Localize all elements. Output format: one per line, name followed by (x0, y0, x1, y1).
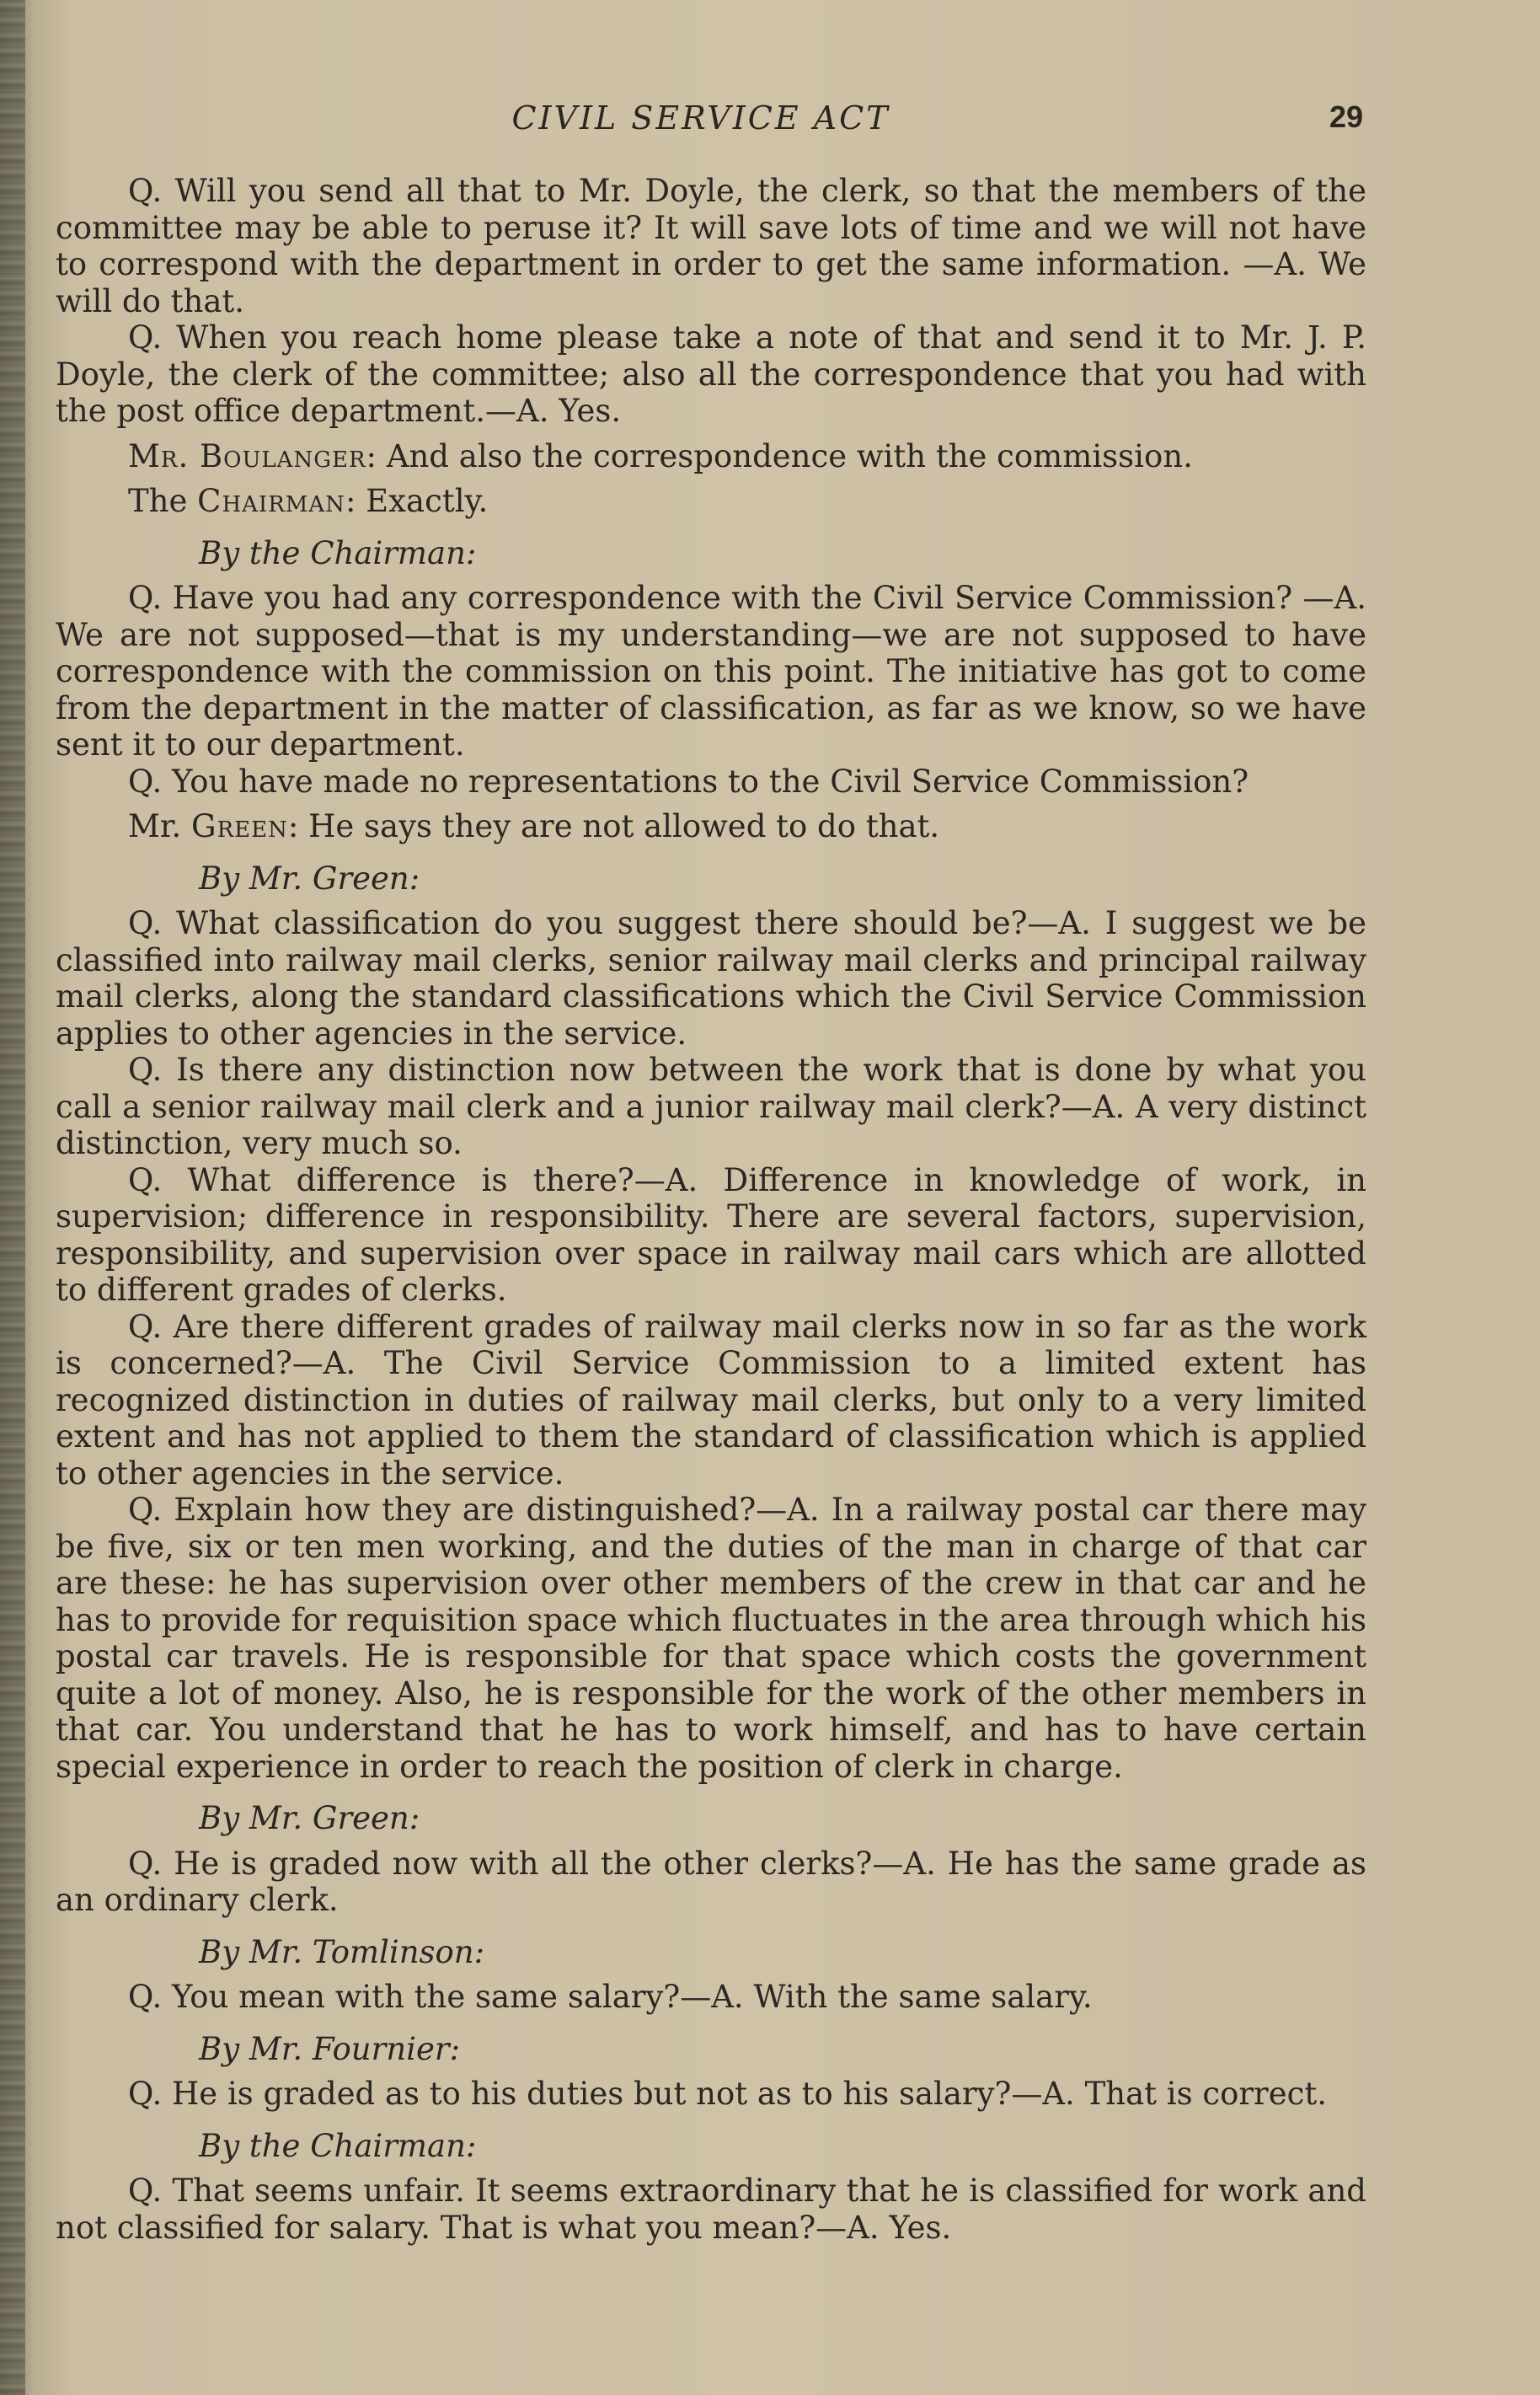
section-heading-5: By Mr. Fournier: (199, 2030, 461, 2067)
paragraph-14: Q. You mean with the same salary?—A. With the same salary. (128, 1979, 1093, 2015)
speaker-name: Chairman (197, 483, 345, 519)
paragraph-4 (56, 483, 1366, 520)
speaker-statement: : He says they are not allowed to do that. (287, 808, 940, 844)
page-body (56, 173, 1366, 2246)
book-binding-edge (0, 0, 25, 2395)
speaker-prefix: Mr. (128, 808, 192, 844)
paragraph-2: Q. When you reach home please take a note of that and send it to Mr. J. P. Doyle, the clerk of the committee; also all the correspondence that you had with the post office department.—A. Yes. (56, 319, 1366, 429)
running-title: CIVIL SERVICE ACT (511, 99, 890, 137)
speaker-statement: : And also the correspondence with the commission. (366, 437, 1193, 474)
paragraph-1: Q. Will you send all that to Mr. Doyle, the clerk, so that the members of the committee may be able to peruse it? It will save lots of time and we will not have to correspond with the department in order to get the same information. —A. We will do that. (56, 173, 1366, 319)
section-heading-4: By Mr. Tomlinson: (199, 1933, 485, 1970)
speaker-name: Mr. Boulanger (128, 437, 366, 474)
paragraph-8: Q. What classification do you suggest there should be?—A. I suggest we be classified into railway mail clerks, senior railway mail clerks and principal railway mail clerks, along the standard classifications which the Civil Service Commission applies to other agencies in the service. (56, 905, 1366, 1052)
speaker-statement: : Exactly. (345, 483, 489, 519)
section-heading-6: By the Chairman: (199, 2127, 477, 2164)
paragraph-6: Q. You have made no representations to the Civil Service Commission? (128, 763, 1249, 800)
paragraph-16: Q. That seems unfair. It seems extraordinary that he is classified for work and not classified for salary. That is what you mean?—A. Yes. (56, 2173, 1366, 2246)
speaker-name: Green (191, 808, 288, 844)
paragraph-11: Q. Are there different grades of railway mail clerks now in so far as the work is concerned?—A. The Civil Service Commission to a limited extent has recognized distinction in duties of railway mail clerks, but only to a very limited extent and has not applied to them the standard of classification which is applied to other agencies in the service. (56, 1308, 1366, 1492)
section-heading-2: By Mr. Green: (199, 860, 420, 897)
speaker-prefix: The (128, 483, 198, 519)
paragraph-5: Q. Have you had any correspondence with the Civil Service Commission? —A. We are not supposed—that is my understanding—we are not supposed to have correspondence with the commission on this point. The initiative has got to come from the department in the matter of classification, as far as we know, so we have sent it to our department. (56, 580, 1366, 763)
paragraph-12: Q. Explain how they are distinguished?—A. In a railway postal car there may be five, six or ten men working, and the duties of the man in charge of that car are these: he has supervision over other members of the crew in that car and he has to provide for requisition space which fluctuates in the area through which his postal car travels. He is responsible for that space which costs the government quite a lot of money. Also, he is responsible for the work of the other members in that car. You understand that he has to work himself, and has to have certain special experience in order to reach the position of clerk in charge. (56, 1492, 1366, 1785)
page-number: 29 (1329, 99, 1364, 134)
paragraph-3 (56, 438, 1366, 475)
section-heading-3: By Mr. Green: (199, 1800, 420, 1836)
paragraph-15: Q. He is graded as to his duties but not as to his salary?—A. That is correct. (128, 2076, 1327, 2112)
paragraph-13: Q. He is graded now with all the other clerks?—A. He has the same grade as an ordinary clerk. (56, 1845, 1366, 1918)
paragraph-9: Q. Is there any distinction now between the work that is done by what you call a senior railway mail clerk and a junior railway mail clerk?—A. A very distinct distinction, very much so. (56, 1052, 1366, 1161)
paragraph-10: Q. What difference is there?—A. Difference in knowledge of work, in supervision; difference in responsibility. There are several factors, supervision, responsibility, and supervision over space in railway mail cars which are allotted to different grades of clerks. (56, 1161, 1366, 1308)
section-heading-1: By the Chairman: (199, 534, 477, 571)
page-header (0, 99, 1540, 142)
paragraph-7 (56, 808, 1366, 845)
